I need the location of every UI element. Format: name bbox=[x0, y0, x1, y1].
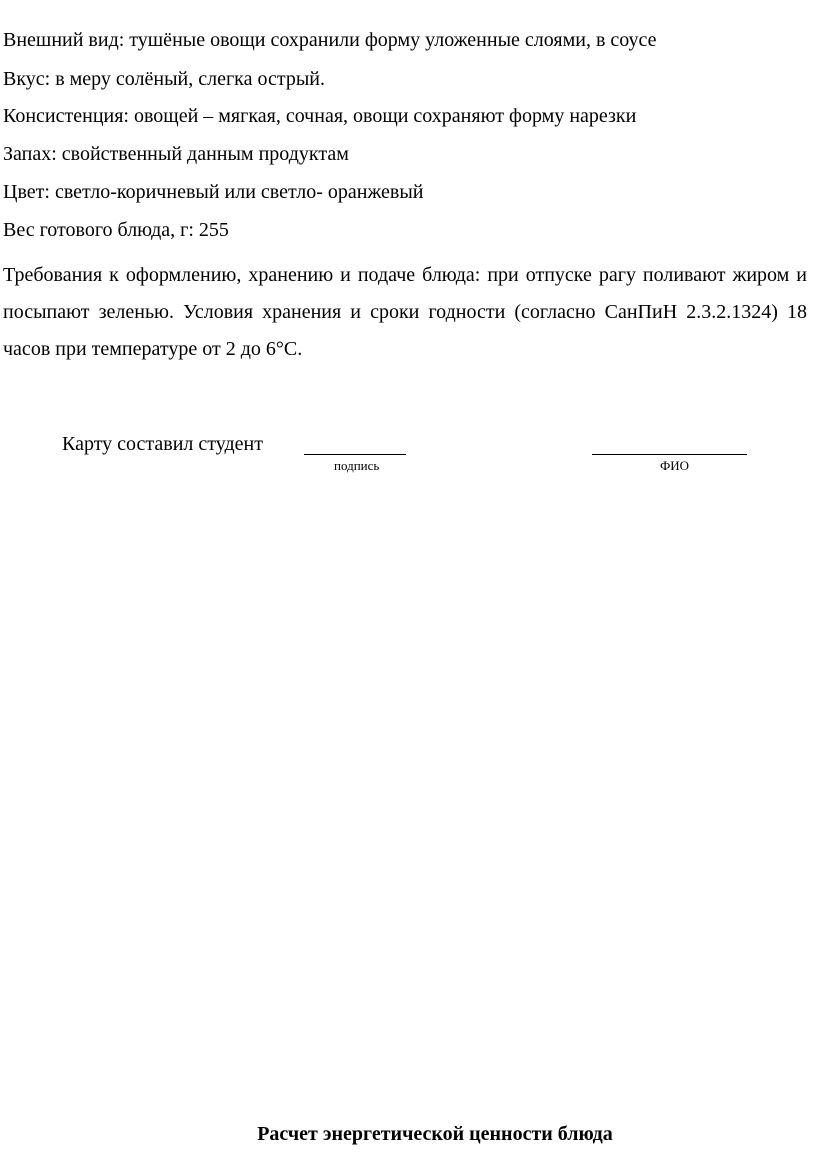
consistency-line: Консистенция: овощей – мягкая, сочная, овощи сохраняют форму нарезки bbox=[3, 105, 637, 127]
name-caption: ФИО bbox=[660, 458, 690, 473]
signature-label: Карту составил студент bbox=[62, 433, 263, 455]
requirements-paragraph: Требования к оформлению, хранению и подаче блюда: при отпуске рагу поливают жиром и посыпают зеленью. Условия хранения и сроки годности (согласно СанПиН 2.3.2.1324) 18 часов при температуре от 2 до 6°С. bbox=[3, 264, 807, 360]
weight-line: Вес готового блюда, г: 255 bbox=[3, 219, 229, 241]
taste-line: Вкус: в меру солёный, слегка острый. bbox=[3, 68, 325, 90]
appearance-line: Внешний вид: тушёные овощи сохранили форму уложенные слоями, в соусе bbox=[3, 29, 657, 51]
signature-blank-line bbox=[304, 454, 406, 455]
name-blank-line bbox=[592, 454, 747, 455]
color-line: Цвет: светло-коричневый или светло- оранжевый bbox=[3, 181, 424, 203]
signature-caption: подпись bbox=[334, 458, 380, 473]
signature-block bbox=[0, 430, 816, 490]
smell-line: Запах: свойственный данным продуктам bbox=[3, 143, 349, 165]
section-title: Расчет энергетической ценности блюда bbox=[257, 1123, 613, 1145]
